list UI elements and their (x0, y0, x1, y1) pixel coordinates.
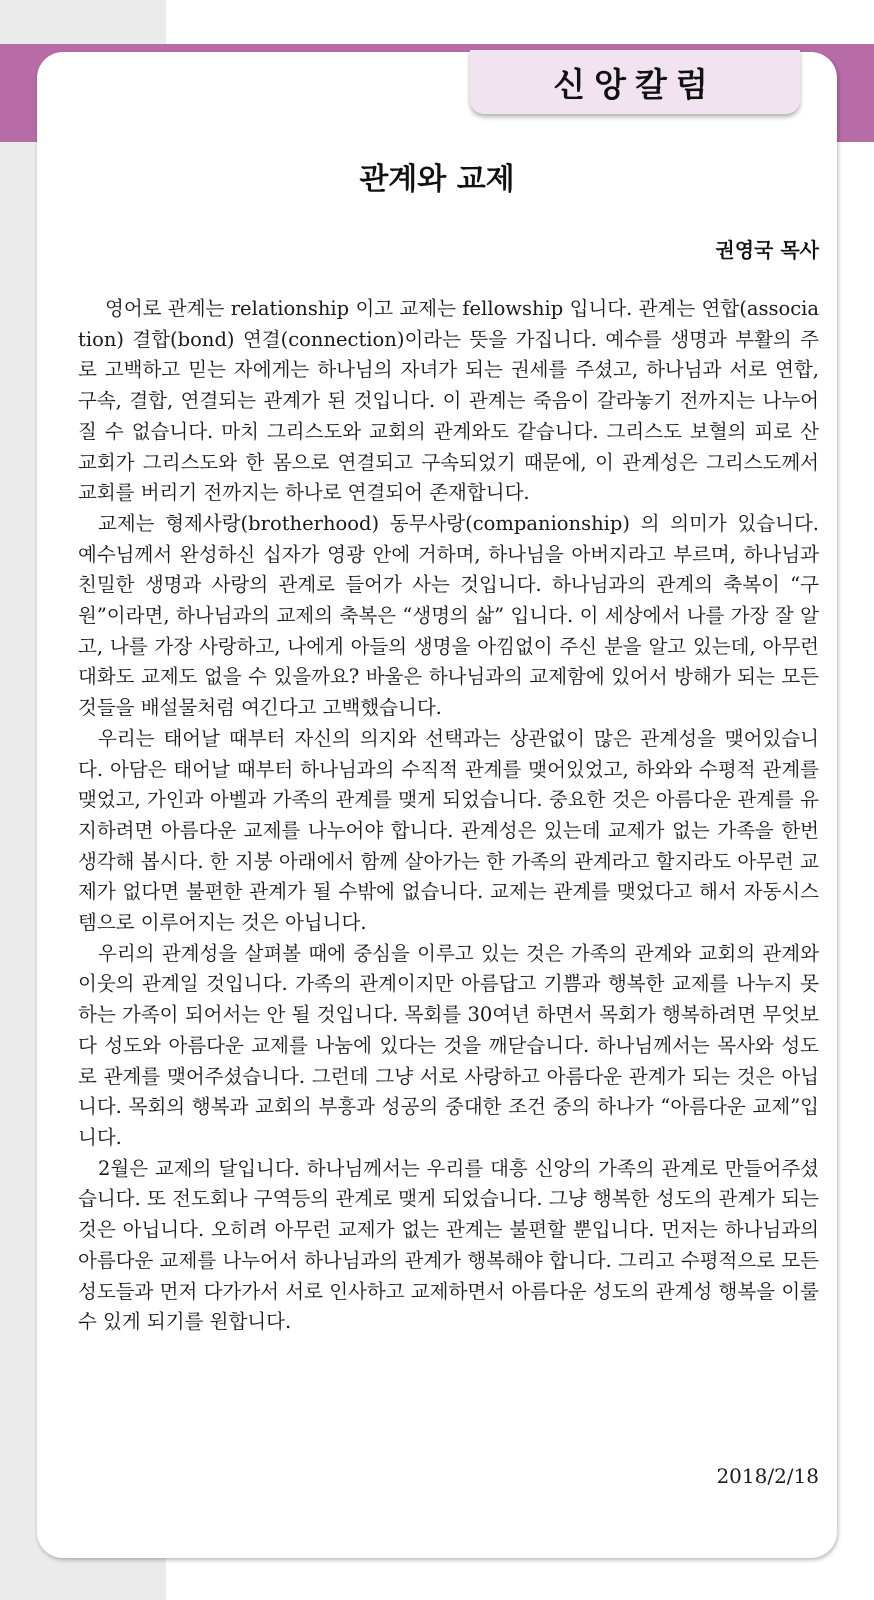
paragraph: 영어로 관계는 relationship 이고 교제는 fellowship 입니다. 관계는 연합(association) 결합(bond) 연결(connection)이라는 뜻을 가집니다. 예수를 생명과 부활의 주로 고백하고 믿는 자에게는 하나님의 자녀가 되는 권세를 주셨고, 하나님과 서로 연합, 구속, 결합, 연결되는 관계가 된 것입니다. 이 관계는 죽음이 갈라놓기 전까지는 나누어질 수 없습니다. 마치 그리스도와 교회의 관계와도 같습니다. 그리스도 보혈의 피로 산 교회가 그리스도와 한 몸으로 연결되고 구속되었기 때문에, 이 관계성은 그리스도께서 교회를 버리기 전까지는 하나로 연결되어 존재합니다. (78, 297, 819, 505)
paragraph: 교제는 형제사랑(brotherhood) 동무사랑(companionship) 의 의미가 있습니다. 예수님께서 완성하신 십자가 영광 안에 거하며, 하나님을 아버지라고 부르며, 하나님과 친밀한 생명과 사랑의 관계로 들어가 사는 것입니다. 하나님과의 관계의 축복이 “구원”이라면, 하나님과의 교제의 축복은 “생명의 삶” 입니다. 이 세상에서 나를 가장 잘 알고, 나를 가장 사랑하고, 나에게 아들의 생명을 아낌없이 주신 분을 알고 있는데, 아무런 대화도 교제도 없을 수 있을까요? 바울은 하나님과의 교제함에 있어서 방해가 되는 모든 것들을 배설물처럼 여긴다고 고백했습니다. (78, 511, 819, 720)
article-body (78, 294, 819, 1338)
article-title: 관계와 교제 (359, 162, 515, 197)
column-tab (470, 50, 800, 114)
article-date: 2018/2/18 (716, 1464, 819, 1488)
paragraph: 2월은 교제의 달입니다. 하나님께서는 우리를 대흥 신앙의 가족의 관계로 만들어주셨습니다. 또 전도회나 구역등의 관계로 맺게 되었습니다. 그냥 행복한 성도의 관계가 되는 것은 아닙니다. 오히려 아무런 교제가 없는 관계는 불편할 뿐입니다. 먼저는 하나님과의 아름다운 교제를 나누어서 하나님과의 관계가 행복해야 합니다. 그리고 수평적으로 모든 성도들과 먼저 다가가서 서로 인사하고 교제하면서 아름다운 성도의 관계성 행복을 이룰수 있게 되기를 원합니다. (78, 1156, 819, 1334)
paragraph: 우리는 태어날 때부터 자신의 의지와 선택과는 상관없이 많은 관계성을 맺어있습니다. 아담은 태어날 때부터 하나님과의 수직적 관계를 맺어있었고, 하와와 수평적 관계를 맺었고, 가인과 아벨과 가족의 관계를 맺게 되었습니다. 중요한 것은 아름다운 관계를 유지하려면 아름다운 교제를 나누어야 합니다. 관계성은 있는데 교제가 없는 가족을 한번 생각해 봅시다. 한 지붕 아래에서 함께 살아가는 한 가족의 관계라고 할지라도 아무런 교제가 없다면 불편한 관계가 될 수밖에 없습니다. 교제는 관계를 맺었다고 해서 자동시스템으로 이루어지는 것은 아닙니다. (78, 726, 819, 935)
paragraph: 우리의 관계성을 살펴볼 때에 중심을 이루고 있는 것은 가족의 관계와 교회의 관계와 이웃의 관계일 것입니다. 가족의 관계이지만 아름답고 기쁨과 행복한 교제를 나누지 못하는 가족이 되어서는 안 될 것입니다. 목회를 30여년 하면서 목회가 행복하려면 무엇보다 성도와 아름다운 교제를 나눔에 있다는 것을 깨닫습니다. 하나님께서는 목사와 성도로 관계를 맺어주셨습니다. 그런데 그냥 서로 사랑하고 아름다운 관계가 되는 것은 아닙니다. 목회의 행복과 교회의 부흥과 성공의 중대한 조건 중의 하나가 “아름다운 교제”입니다. (78, 941, 819, 1149)
column-label: 신앙칼럼 (553, 64, 717, 104)
article-author: 권영국 목사 (715, 238, 819, 262)
